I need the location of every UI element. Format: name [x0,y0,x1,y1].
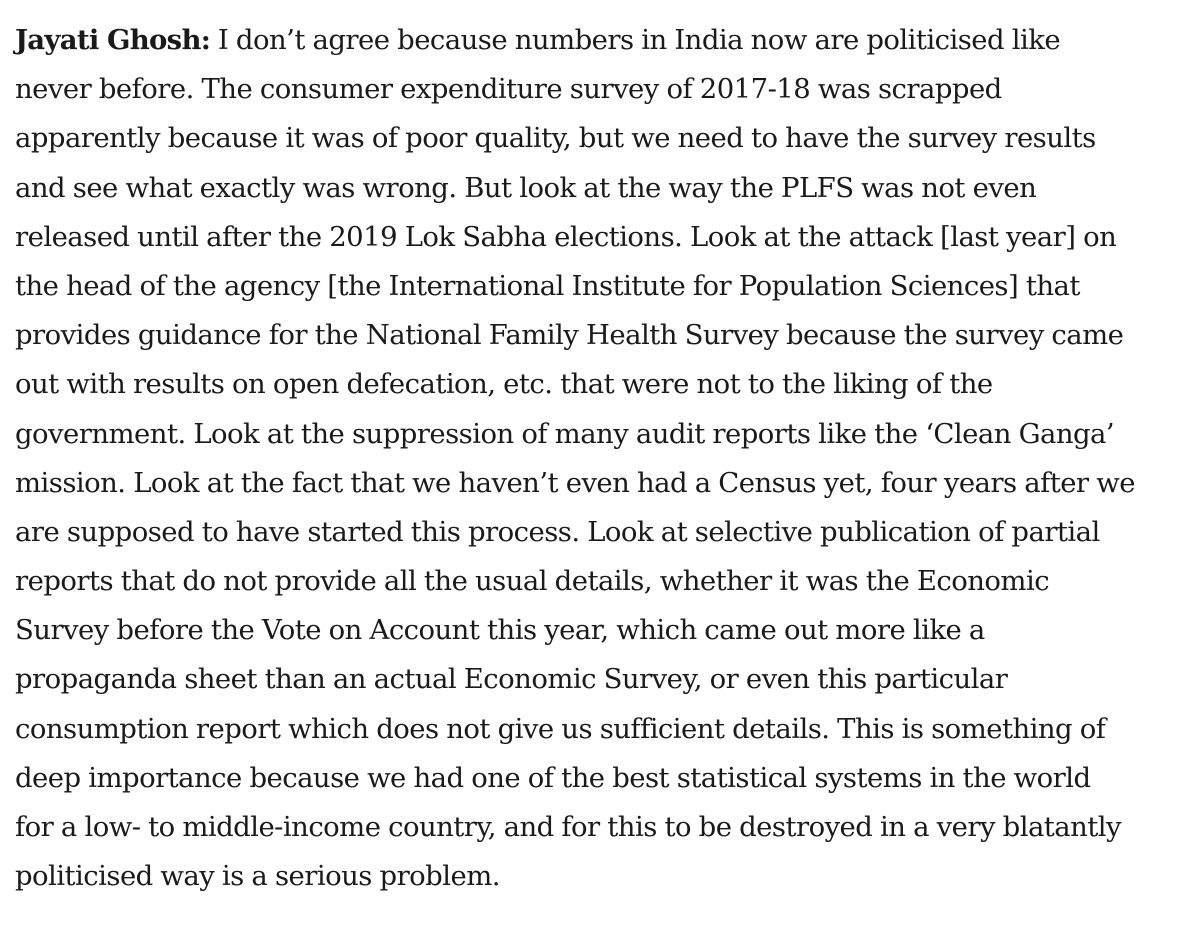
answer-paragraph [15,16,1187,901]
text-line-15: consumption report which does not give us sufficient details. This is something of [15,712,1106,745]
text-line-14: propaganda sheet than an actual Economic Survey, or even this particular [15,663,1008,696]
text-line-9: government. Look at the suppression of many audit reports like the ‘Clean Ganga’ [15,417,1115,450]
text-line-18: politicised way is a serious problem. [15,860,500,893]
text-line-4: and see what exactly was wrong. But look at the way the PLFS was not even [15,171,1037,204]
text-line-10: mission. Look at the fact that we haven’t even had a Census yet, four years after we [15,466,1135,499]
interview-answer [15,16,1187,901]
text-line-12: reports that do not provide all the usual details, whether it was the Economic [15,565,1050,598]
text-line-7: provides guidance for the National Family Health Survey because the survey came [15,319,1124,352]
text-line-17: for a low- to middle-income country, and for this to be destroyed in a very blatantly [15,811,1122,843]
speaker-name: Jayati Ghosh: [15,24,211,56]
text-line-11: are supposed to have started this process. Look at selective publication of partial [15,515,1100,548]
text-line-8: out with results on open defecation, etc. that were not to the liking of the [15,368,993,401]
text-line-2: never before. The consumer expenditure survey of 2017-18 was scrapped [15,73,1002,106]
text-line-1 [15,16,1187,65]
line-1-text: I don’t agree because numbers in India now are politicised like [217,24,1061,56]
text-line-6: the head of the agency [the International Institute for Population Sciences] that [15,269,1080,302]
text-line-3: apparently because it was of poor quality, but we need to have the survey results [15,122,1096,155]
text-line-16: deep importance because we had one of the best statistical systems in the world [15,761,1091,794]
text-line-5: released until after the 2019 Lok Sabha elections. Look at the attack [last year] on [15,220,1117,253]
text-line-13: Survey before the Vote on Account this year, which came out more like a [15,614,985,647]
